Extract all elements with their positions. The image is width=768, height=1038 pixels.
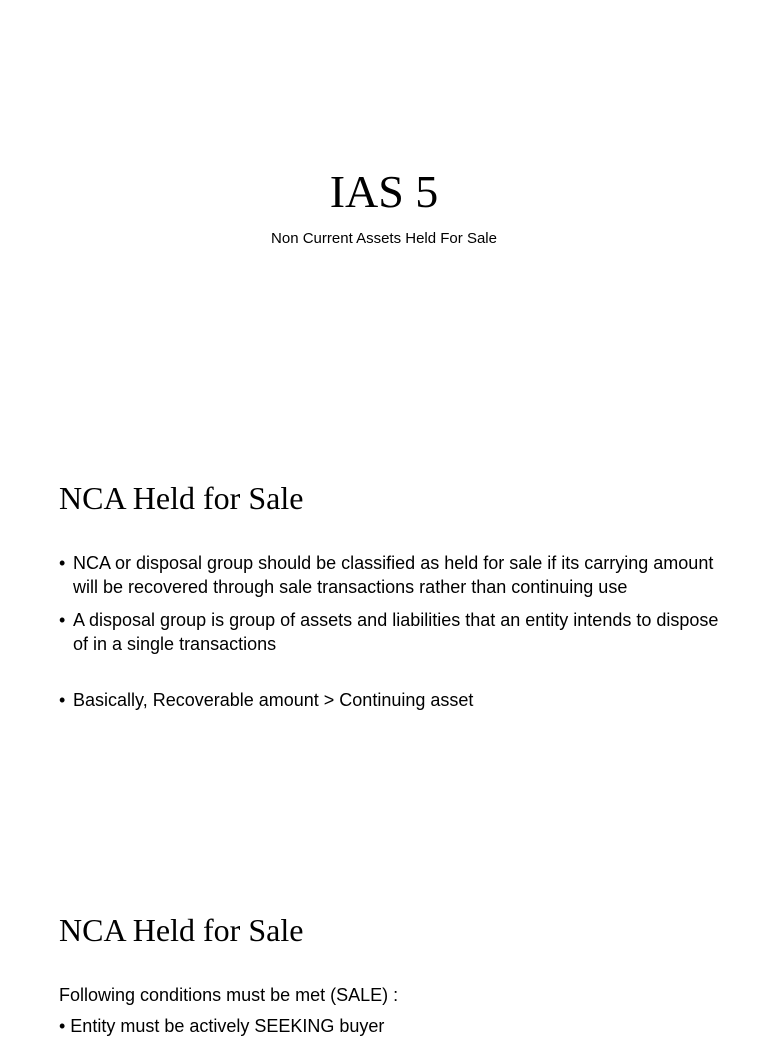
bullet-icon: •	[59, 690, 66, 710]
list-item	[59, 551, 719, 599]
slide-heading: NCA Held for Sale	[59, 480, 304, 516]
list-item	[59, 608, 719, 656]
bullet-icon: •	[59, 610, 66, 630]
title-slide	[0, 0, 768, 432]
bullet-list	[59, 551, 719, 721]
presentation-subtitle: Non Current Assets Held For Sale	[271, 230, 497, 247]
presentation-title: IAS 5	[329, 166, 439, 217]
conditions-intro: Following conditions must be met (SALE) :	[59, 985, 399, 1005]
slide-heading: NCA Held for Sale	[59, 912, 304, 948]
slide-nca-conditions	[0, 864, 768, 1036]
bullet-icon: •	[59, 553, 66, 573]
bullet-text: NCA or disposal group should be classified as held for sale if its carrying amount will be recovered through sale transactions rather than continuing use	[73, 553, 714, 597]
partial-bullet-text: • Entity must be actively SEEKING buyer	[59, 1016, 385, 1036]
bullet-text: A disposal group is group of assets and liabilities that an entity intends to dispose of in a single transactions	[73, 610, 719, 654]
slide-nca-definition	[0, 432, 768, 864]
list-item	[59, 688, 719, 712]
bullet-text: Basically, Recoverable amount > Continuing asset	[73, 690, 474, 710]
